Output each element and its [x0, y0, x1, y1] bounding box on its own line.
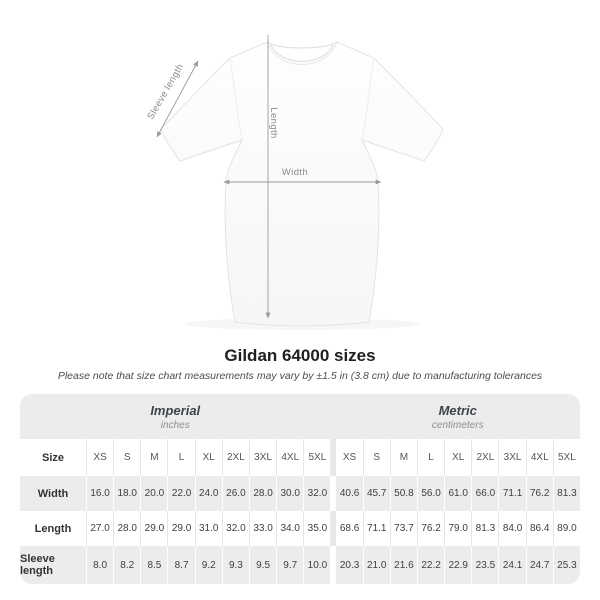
length-imperial-value: 29.0	[140, 511, 167, 546]
length-imperial-value: 27.0	[86, 511, 113, 546]
length-metric-value: 71.1	[363, 511, 390, 546]
length-metric-value: 68.6	[335, 511, 362, 546]
size-col-header-metric: 3XL	[498, 439, 525, 476]
length-metric-value: 73.7	[390, 511, 417, 546]
width-imperial-value: 20.0	[140, 476, 167, 511]
size-col-header-imperial: XL	[195, 439, 222, 476]
width-imperial-value: 22.0	[167, 476, 194, 511]
length-imperial-value: 34.0	[276, 511, 303, 546]
size-col-header-metric: XL	[444, 439, 471, 476]
length-metric-value: 89.0	[553, 511, 580, 546]
sleeve-imperial-value: 8.2	[113, 546, 140, 584]
sleeve-metric-value: 24.1	[498, 546, 525, 584]
length-row-label: Length	[20, 511, 86, 546]
width-imperial-value: 16.0	[86, 476, 113, 511]
size-col-header-metric: XS	[335, 439, 362, 476]
size-col-header-imperial: 2XL	[222, 439, 249, 476]
size-col-header-metric: S	[363, 439, 390, 476]
size-col-header-imperial: S	[113, 439, 140, 476]
width-imperial-value: 32.0	[303, 476, 330, 511]
sleeve-imperial-value: 9.2	[195, 546, 222, 584]
sleeve-imperial-value: 8.7	[167, 546, 194, 584]
width-metric-value: 61.0	[444, 476, 471, 511]
length-metric-value: 79.0	[444, 511, 471, 546]
sleeve-metric-value: 20.3	[335, 546, 362, 584]
sleeve-metric-value: 23.5	[471, 546, 498, 584]
sleeve-metric-value: 21.0	[363, 546, 390, 584]
metric-group-header	[335, 394, 580, 439]
sleeve-imperial-value: 9.3	[222, 546, 249, 584]
size-col-header-imperial: L	[167, 439, 194, 476]
sleeve-metric-value: 21.6	[390, 546, 417, 584]
sleeve-imperial-value: 8.5	[140, 546, 167, 584]
metric-label: Metric	[438, 402, 477, 418]
page-title: Gildan 64000 sizes	[224, 346, 376, 365]
length-metric-value: 81.3	[471, 511, 498, 546]
imperial-unit: inches	[160, 419, 190, 431]
length-imperial-value: 28.0	[113, 511, 140, 546]
width-metric-value: 40.6	[335, 476, 362, 511]
size-col-header-metric: M	[390, 439, 417, 476]
collar-back-edge	[267, 42, 337, 48]
sleeve-imperial-value: 10.0	[303, 546, 330, 584]
size-col-header-imperial: M	[140, 439, 167, 476]
imperial-group-header	[20, 394, 330, 439]
length-imperial-value: 32.0	[222, 511, 249, 546]
size-table	[20, 394, 580, 584]
tshirt-diagram	[140, 15, 460, 335]
sleeve-imperial-value: 9.5	[249, 546, 276, 584]
size-col-header-metric: 4XL	[526, 439, 553, 476]
width-metric-value: 76.2	[526, 476, 553, 511]
sleeve-metric-value: 22.9	[444, 546, 471, 584]
length-label: Length	[268, 107, 279, 139]
length-metric-value: 76.2	[417, 511, 444, 546]
tolerance-note: Please note that size chart measurements may vary by ±1.5 in (3.8 cm) due to manufacturing tolerances	[57, 370, 543, 382]
size-col-header-imperial: 3XL	[249, 439, 276, 476]
width-imperial-value: 28.0	[249, 476, 276, 511]
length-imperial-value: 35.0	[303, 511, 330, 546]
sleeve-row-label: Sleeve length	[20, 546, 86, 584]
tshirt-outline	[161, 42, 443, 326]
width-imperial-value: 30.0	[276, 476, 303, 511]
sleeve-imperial-value: 9.7	[276, 546, 303, 584]
width-row-label: Width	[20, 476, 86, 511]
width-metric-value: 56.0	[417, 476, 444, 511]
size-col-header-metric: 5XL	[553, 439, 580, 476]
width-label: Width	[281, 167, 309, 178]
size-col-header-metric: 2XL	[471, 439, 498, 476]
width-metric-value: 81.3	[553, 476, 580, 511]
width-imperial-value: 18.0	[113, 476, 140, 511]
width-metric-value: 50.8	[390, 476, 417, 511]
size-col-header-metric: L	[417, 439, 444, 476]
sleeve-imperial-value: 8.0	[86, 546, 113, 584]
sleeve-length-label: Sleeve length	[145, 61, 187, 122]
sleeve-metric-value: 25.3	[553, 546, 580, 584]
imperial-label: Imperial	[150, 402, 201, 418]
length-metric-value: 84.0	[498, 511, 525, 546]
length-imperial-value: 31.0	[195, 511, 222, 546]
sleeve-metric-value: 22.2	[417, 546, 444, 584]
size-col-header-imperial: 5XL	[303, 439, 330, 476]
width-metric-value: 66.0	[471, 476, 498, 511]
size-header: Size	[20, 439, 86, 476]
length-metric-value: 86.4	[526, 511, 553, 546]
size-col-header-imperial: 4XL	[276, 439, 303, 476]
length-imperial-value: 29.0	[167, 511, 194, 546]
length-imperial-value: 33.0	[249, 511, 276, 546]
width-imperial-value: 24.0	[195, 476, 222, 511]
width-metric-value: 71.1	[498, 476, 525, 511]
size-col-header-imperial: XS	[86, 439, 113, 476]
width-imperial-value: 26.0	[222, 476, 249, 511]
width-metric-value: 45.7	[363, 476, 390, 511]
sleeve-metric-value: 24.7	[526, 546, 553, 584]
metric-unit: centimeters	[431, 419, 484, 431]
